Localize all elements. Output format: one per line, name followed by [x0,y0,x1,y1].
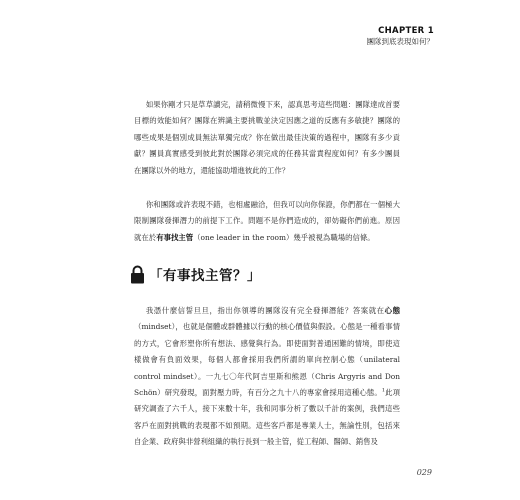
paragraph-1 [134,97,400,179]
emphasis-one-leader: 有事找主管 [156,232,194,242]
paragraph-2-text-end: （one leader in the room）幾乎被視為職場的信條。 [193,232,375,242]
paragraph-3-text: 我憑什麼信誓旦旦，指出你領導的團隊沒有完全發揮潛能？答案就在 [145,306,385,315]
chapter-label: CHAPTER 1 [378,26,434,36]
footnote-marker: 1 [381,387,386,394]
lock-icon [130,265,145,284]
paragraph-1-text: 如果你剛才只是草草讀完，請稍微慢下來，認真思考這些問題：團隊達成首要目標的效能如何？團隊在辨識主要挑戰並決定因應之道的反應有多敏捷？團隊的哪些成果是個別成員無法單獨完成？你在做出最佳決策的過程中，團隊有多少貢獻？團員真實感受到彼此對於團隊必須完成的任務其當責程度如何？有多少團員在團隊以外的地方，還能協助增進彼此的工作？ [134,100,400,175]
paragraph-2 [134,197,400,246]
page-number: 029 [416,468,432,477]
paragraph-3 [134,303,400,451]
section-title: 「有事找主管？」 [149,268,261,284]
paragraph-2-text: 你和團隊或許表現不錯，也相處融洽，但我可以向你保證，你們都在一個極大限制團隊發揮潛力的前提下工作。問題不是你們造成的，卻妨礙你們前進。原因就在於 [134,200,400,242]
chapter-subtitle: 團隊到底表現如何？ [366,37,434,46]
running-header [367,26,435,47]
emphasis-mindset: 心態 [384,306,400,315]
paragraph-3-text-end: 此項研究調查了六千人，接下來數十年，我和同事分析了數以千計的案例，我們這些客戶在面對挑戰的表現都不如預期。這些客戶都是專業人士，無論性別，包括來自企業、政府與非營利組織的執行長到一般主管，從工程師、醫師、銷售及 [134,388,400,447]
paragraph-3-text-middle: （mindset），也就是個體或群體據以行動的核心價值與假設。心態是一種看事情的方式，它會形塑你所有想法、感覺與行為。即使面對普通困難的情境，即使這樣做會有負面效果，每個人都會採用我們所謂的單向控制心態（unilateral control mindset）。一九七〇年代阿吉里斯和熊恩（Chris Argyris and Don Schön）研究發現，面對壓力時，有百分之九十八的專家會採用這種心態。 [134,322,400,398]
section-heading [130,264,261,284]
